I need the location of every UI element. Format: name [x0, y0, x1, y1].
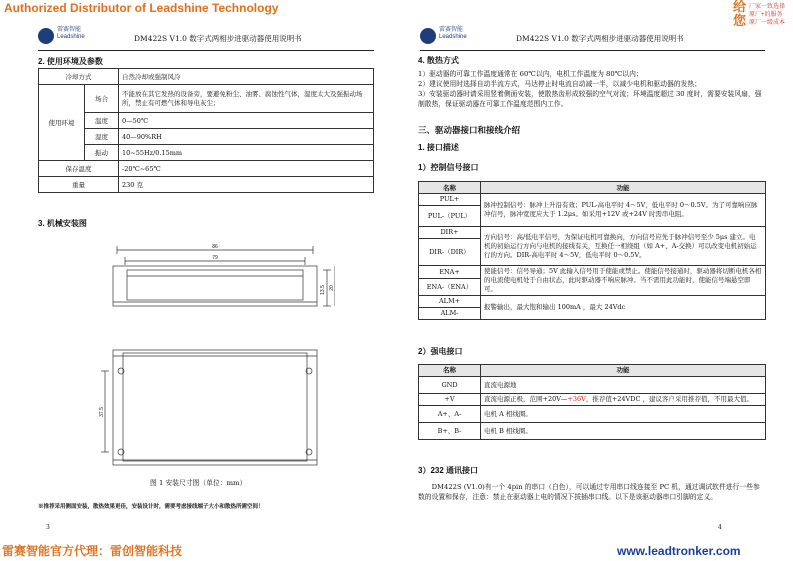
humidity-label: 湿度 — [85, 129, 119, 145]
pwr-name: GND — [419, 377, 481, 394]
figure-caption: 图 1 安装尺寸图（单位：mm） — [150, 479, 247, 487]
mechanical-drawing — [95, 240, 335, 470]
sig-func: 脉冲控制信号：脉冲上升沿有效；PUL-高电平时 4～5V，低电平时 0～0.5V。为了可靠响应脉冲信号，脉冲宽度应大于 1.2μs。如采用+12V 或+24V 时需串电阻。 — [481, 194, 766, 227]
sig-header-func: 功能 — [481, 182, 766, 194]
logo-cn: 雷赛智能 — [439, 27, 464, 33]
table-row — [419, 227, 766, 239]
sig-func: 方向信号：高/低电平信号，为保证电机可靠换向，方向信号应先于脉冲信号至少 5μs 建立。电机的初始运行方向与电机的接线有关，互换任一相绕组（如 A+、A-交换）可以改变电机初始运行的方向。DIR-高电平时 4～5V，低电平时 0～0.5V。 — [481, 227, 766, 266]
table-row — [419, 423, 766, 440]
sig-name: DIR-（DIR） — [419, 239, 481, 266]
sig-func: 报警输出，最大饱和输出 100mA ，最大 24Vdc — [481, 296, 766, 320]
place-label: 场合 — [85, 85, 119, 113]
leadshine-logo-icon — [38, 28, 54, 44]
weight-label: 重量 — [39, 177, 119, 193]
slogan-line: 厂家一致选择 — [749, 4, 786, 10]
temp-value: 0—50℃ — [119, 113, 374, 129]
power-interface-title: 2）强电接口 — [418, 347, 463, 356]
logo-cn: 雷赛智能 — [57, 27, 82, 33]
sig-name: DIR+ — [419, 227, 481, 239]
heat-paragraphs — [418, 69, 766, 109]
pwr-func: 电机 A 相线圈。 — [481, 406, 766, 423]
section-mechanical-title: 3. 机械安装图 — [38, 219, 87, 228]
section-interface-title: 三、驱动器接口和接线介绍 — [418, 125, 521, 135]
sig-name: ALM+ — [419, 296, 481, 308]
env-label: 使用环境 — [39, 85, 85, 161]
pwr-name: A+、A- — [419, 406, 481, 423]
dim-label-37-5: 37.5 — [99, 407, 105, 417]
temp-label: 温度 — [85, 113, 119, 129]
official-agent-banner: 雷赛智能官方代理：雷创智能科技 — [2, 544, 183, 558]
pwr-func: 电机 B 相线圈。 — [481, 423, 766, 440]
pwr-header-func: 功能 — [481, 365, 766, 377]
front-view-body — [113, 350, 317, 465]
cool-label: 冷却方式 — [39, 69, 119, 85]
table-row — [419, 296, 766, 308]
comm-paragraph: DM422S (V1.0)有一个 4pin 的串口（白色），可以通过专用串口线连接至 PC 机，通过调试软件进行一些参数的设置和保存，注意：禁止在驱动器上电的情况下拔插串口线。以下是该驱动器串口引脚的定义。 — [418, 483, 760, 501]
control-signal-table — [418, 181, 766, 320]
pwr-func-part: 直流电源正极，范围+20V— — [484, 395, 568, 403]
storage-temp-label: 保存温度 — [39, 161, 119, 177]
humidity-value: 40—90%RH — [119, 129, 374, 145]
sig-name: ALM- — [419, 308, 481, 320]
interface-desc-title: 1. 接口描述 — [418, 143, 459, 152]
cool-value: 自然冷却或强制风冷 — [119, 69, 374, 85]
header-title: DM422S V1.0 数字式两相步进驱动器使用说明书 — [516, 34, 684, 43]
logo-en: Leadshine — [57, 34, 85, 40]
heat-item: 2）建议使用时选择自动半流方式，马达停止时电流自动减一半，以减少电机和驱动器的发热； — [418, 80, 701, 88]
heat-item: 1）驱动器的可靠工作温度通常在 60℃以内，电机工作温度为 80℃以内； — [418, 70, 643, 78]
sig-name: ENA-（ENA） — [419, 279, 481, 296]
website-link[interactable]: www.leadtronker.com — [617, 544, 741, 558]
pwr-func-part: ，推荐值+24VDC ，建议客户采用推荐值，不用最大值。 — [585, 395, 754, 403]
left-page-header — [38, 27, 374, 51]
slogan-lines — [749, 3, 785, 27]
table-row — [419, 406, 766, 423]
sig-name: PUL+ — [419, 194, 481, 206]
top-view-terminal — [127, 270, 303, 300]
pwr-header-name: 名称 — [419, 365, 481, 377]
heat-item: 3）安装驱动器时请采用竖着侧面安装，使散热齿形成较强的空气对流；环境温度超过 30 度时，需要安装风扇，强制散热，保证驱动器在可靠工作温度范围内工作。 — [418, 90, 762, 108]
slogan-big: 给您 — [733, 0, 747, 29]
comm-interface-title: 3）232 通讯接口 — [418, 466, 479, 475]
pwr-name: +V — [419, 394, 481, 406]
environment-table — [38, 68, 374, 193]
pwr-func — [481, 394, 766, 406]
storage-temp-value: -20℃~65℃ — [119, 161, 374, 177]
sig-name: PUL-（PUL） — [419, 206, 481, 227]
page-number-left: 3 — [46, 524, 50, 531]
slogan-line: 原厂+的服务 — [749, 12, 783, 18]
pwr-func: 直流电源地 — [481, 377, 766, 394]
leadshine-logo-icon — [420, 28, 436, 44]
section-heat-title: 4. 散热方式 — [418, 56, 459, 65]
place-value: 不能放在其它发热的设备旁，要避免粉尘、油雾、腐蚀性气体，湿度太大及强振动场所，禁止有可燃气体和导电灰尘； — [119, 85, 374, 113]
logo-text — [57, 27, 85, 41]
table-row — [419, 377, 766, 394]
installation-note: ※推荐采用侧面安装，散热效果更佳，安装设计时，需要考虑接线端子大小和散热所需空间！ — [38, 504, 264, 510]
sig-name: ENA+ — [419, 266, 481, 279]
dim-label-20: 20 — [329, 285, 335, 291]
vibration-value: 10~55Hz/0.15mm — [119, 145, 374, 161]
table-row — [419, 394, 766, 406]
pwr-name: B+、B- — [419, 423, 481, 440]
distributor-banner: Authorized Distributor of Leadshine Technology — [4, 1, 279, 15]
dim-label-13-5: 13.5 — [320, 285, 326, 295]
vibration-label: 振动 — [85, 145, 119, 161]
right-page-header — [420, 27, 765, 51]
section-environment-title: 2. 使用环境及参数 — [38, 57, 103, 66]
logo-text — [439, 27, 467, 41]
control-signal-title: 1）控制信号接口 — [418, 163, 479, 172]
sig-func: 使能信号：信号导通；5V 此输入信号用于使能或禁止。使能信号接通时，驱动器将切断电机各相的电流使电机处于自由状态，此时驱动器不响应脉冲。当不需用此功能时，使能信号端悬空即可。 — [481, 266, 766, 296]
weight-value: 230 克 — [119, 177, 374, 193]
slogan-line: 原厂一级成本 — [749, 20, 786, 26]
table-row — [419, 194, 766, 206]
sig-header-name: 名称 — [419, 182, 481, 194]
header-title: DM422S V1.0 数字式两相步进驱动器使用说明书 — [134, 34, 302, 43]
table-row — [419, 266, 766, 279]
recommended-max-highlight: +36V — [567, 395, 586, 403]
logo-en: Leadshine — [439, 34, 467, 40]
dim-label-79: 79 — [212, 255, 218, 261]
page-number-right: 4 — [718, 524, 722, 531]
dim-label-86: 86 — [212, 244, 218, 250]
power-interface-table — [418, 364, 766, 440]
